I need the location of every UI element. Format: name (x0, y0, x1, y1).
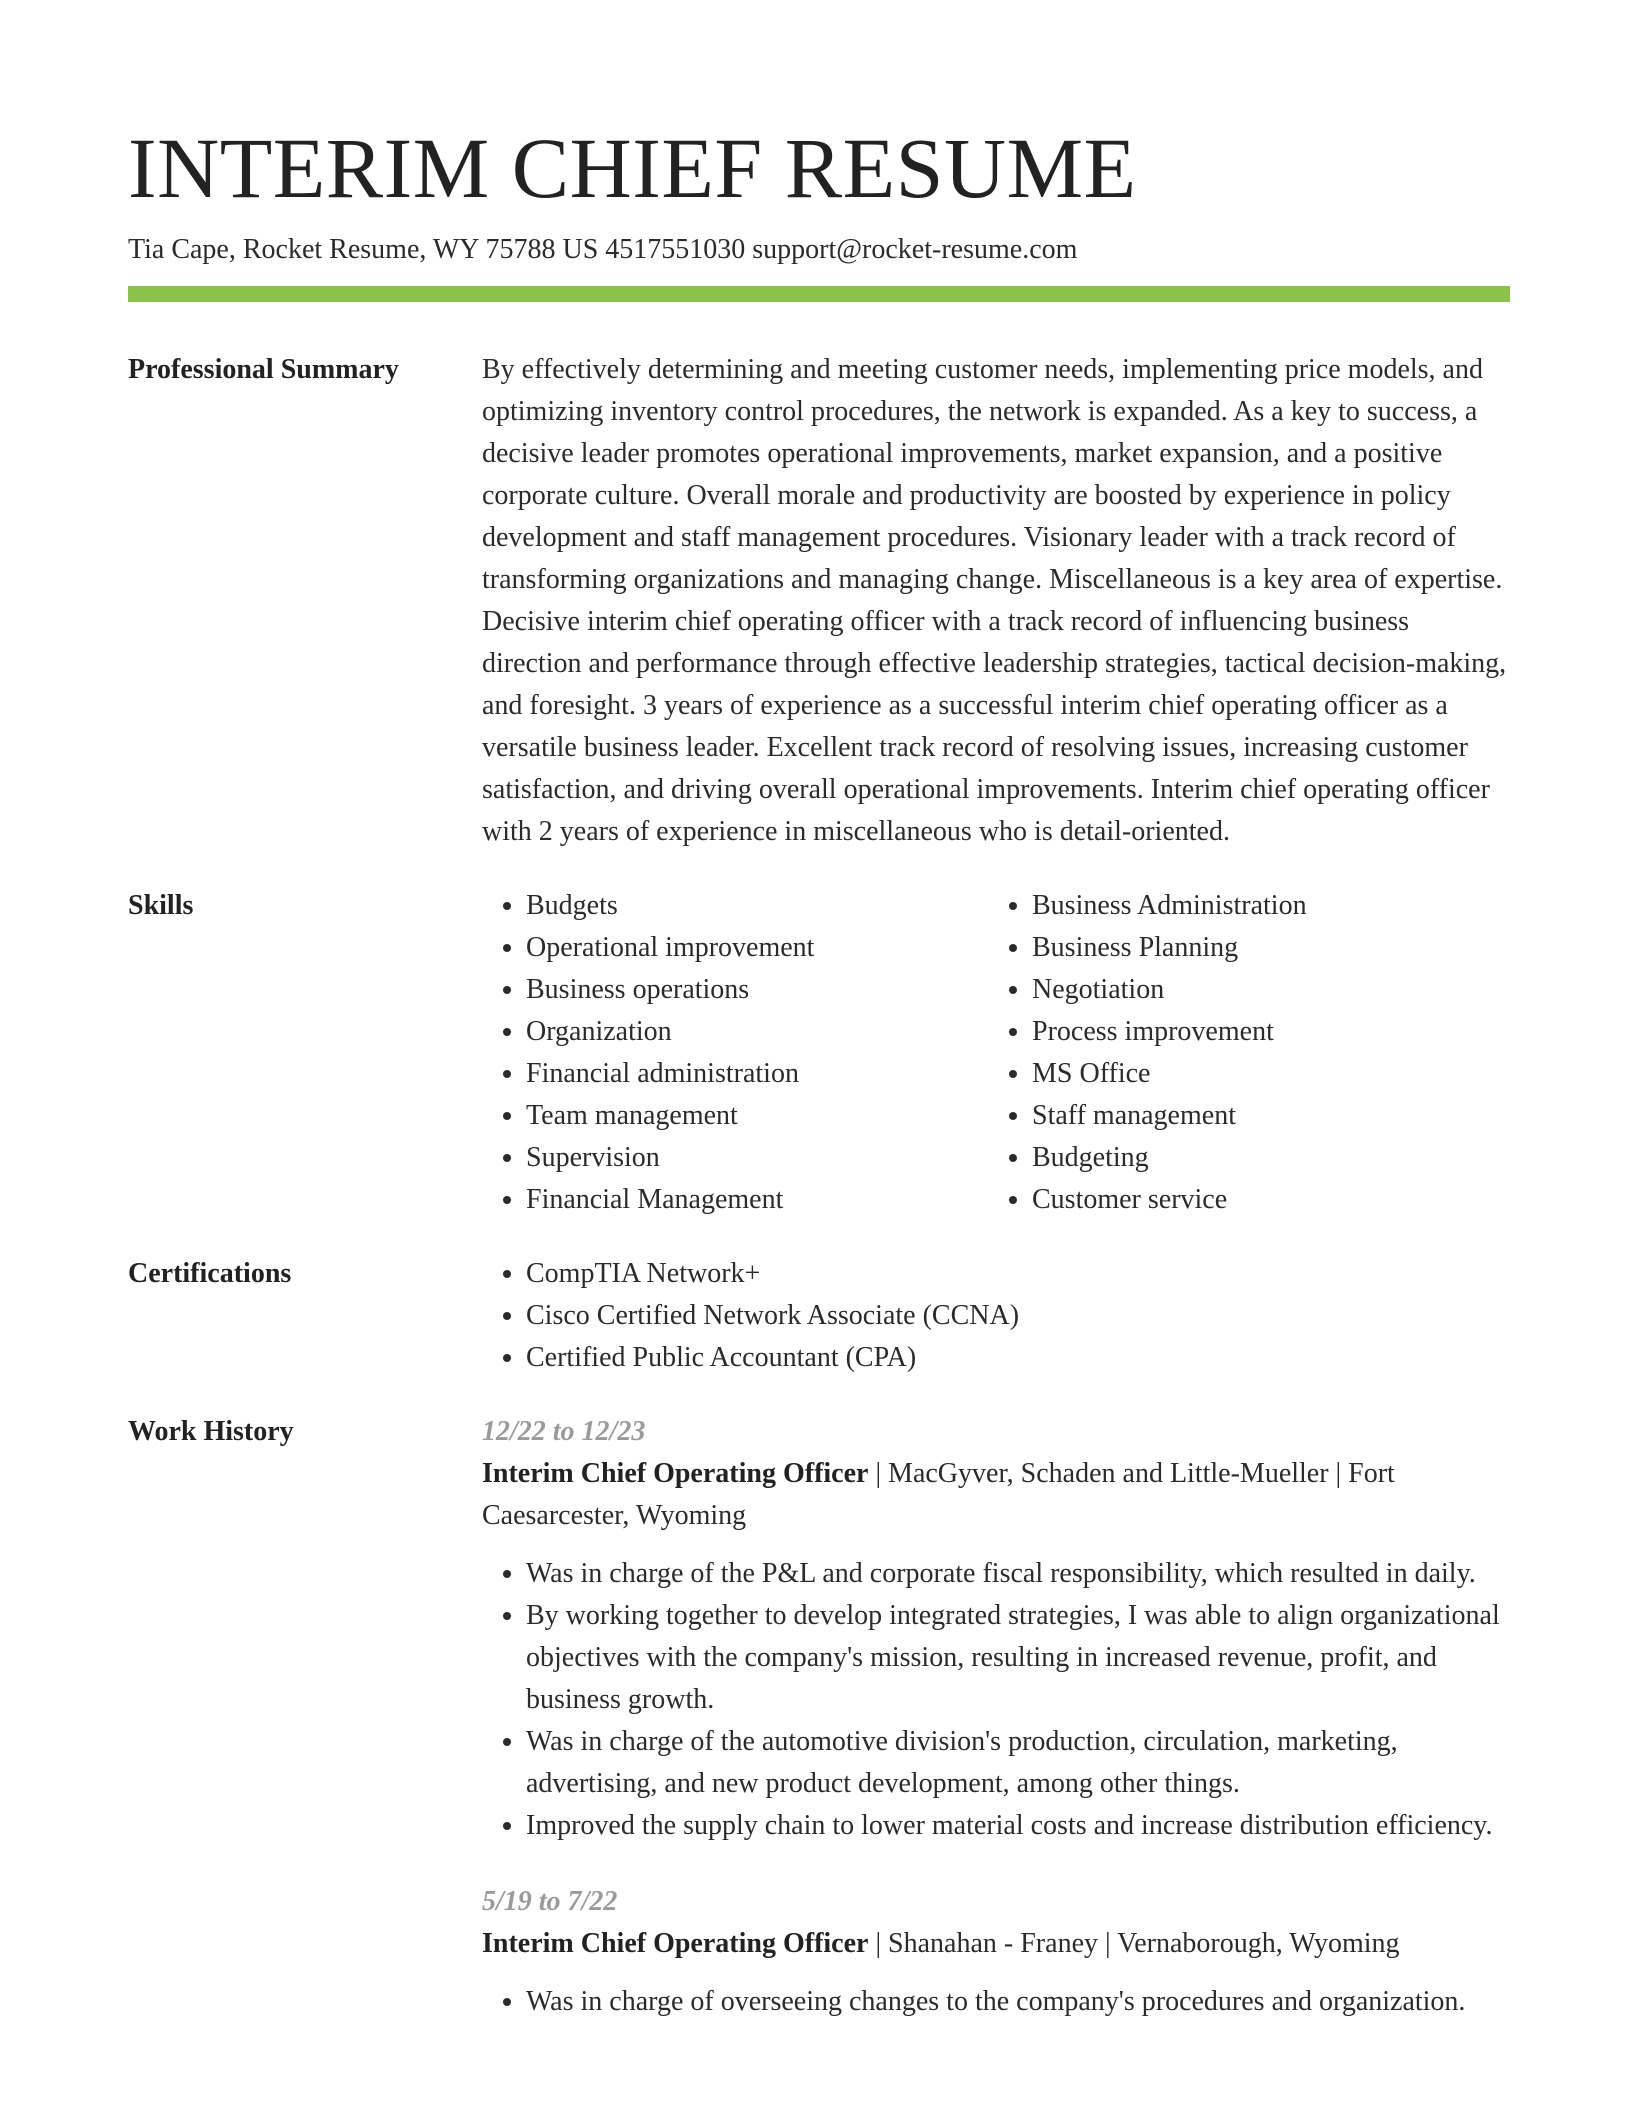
job-title: Interim Chief Operating Officer (482, 1458, 869, 1489)
job-heading (482, 1453, 1510, 1537)
job-entry (482, 1411, 1510, 1847)
certification-item: • CompTIA Network+ (526, 1253, 1510, 1295)
skill-item: • Operational improvement (526, 927, 988, 969)
job-date: 12/22 to 12/23 (482, 1416, 646, 1447)
section-label-summary: Professional Summary (128, 354, 399, 385)
skill-item: • Negotiation (1032, 969, 1494, 1011)
job-entry (482, 1881, 1510, 2023)
skill-item: • Staff management (1032, 1095, 1494, 1137)
resume-body (128, 349, 1510, 2089)
job-bullet: • Improved the supply chain to lower material costs and increase distribution efficiency. (526, 1805, 1510, 1847)
certifications-list (482, 1253, 1510, 1379)
skill-item: • Team management (526, 1095, 988, 1137)
skill-item: • Business Planning (1032, 927, 1494, 969)
job-bullets (482, 1981, 1510, 2023)
skills-list-right (988, 885, 1494, 1221)
job-heading (482, 1923, 1510, 1965)
contact-line: Tia Cape, Rocket Resume, WY 75788 US 4517551030 support@rocket-resume.com (128, 234, 1078, 265)
summary-text: By effectively determining and meeting customer needs, implementing price models, and optimizing inventory control procedures, the network is expanded. As a key to success, a decisive leader promotes operational improvements, market expansion, and a positive corporate culture. Overall morale and productivity are boosted by experience in policy development and staff management procedures. Visionary leader with a track record of transforming organizations and managing change. Miscellaneous is a key area of expertise. Decisive interim chief operating officer with a track record of influencing business direction and performance through effective leadership strategies, tactical decision-making, and foresight. 3 years of experience as a successful interim chief operating officer as a versatile business leader. Excellent track record of resolving issues, increasing customer satisfaction, and driving overall operational improvements. Interim chief operating officer with 2 years of experience in miscellaneous who is detail-oriented. (482, 354, 1507, 847)
skill-item: • Supervision (526, 1137, 988, 1179)
job-bullet: • By working together to develop integrated strategies, I was able to align organizational objectives with the company's mission, resulting in increased revenue, profit, and business growth. (526, 1595, 1510, 1721)
skill-item: • Budgeting (1032, 1137, 1494, 1179)
work-history-section (128, 1411, 1510, 2057)
skill-item: • Financial administration (526, 1053, 988, 1095)
job-bullet: • Was in charge of the automotive division's production, circulation, marketing, advertising, and new product development, among other things. (526, 1721, 1510, 1805)
skill-item: • Business operations (526, 969, 988, 1011)
certification-item: • Cisco Certified Network Associate (CCNA) (526, 1295, 1510, 1337)
skill-item: • Financial Management (526, 1179, 988, 1221)
resume-title: INTERIM CHIEF RESUME (128, 120, 1137, 216)
job-bullets (482, 1553, 1510, 1847)
summary-section (128, 349, 1510, 853)
certifications-section (128, 1253, 1510, 1379)
job-details: | MacGyver, Schaden and Little-Mueller | Fort Caesarcester, Wyoming (482, 1458, 1395, 1531)
job-title: Interim Chief Operating Officer (482, 1928, 869, 1959)
job-bullet: • Was in charge of the P&L and corporate fiscal responsibility, which resulted in daily. (526, 1553, 1510, 1595)
skill-item: • Organization (526, 1011, 988, 1053)
section-label-skills: Skills (128, 890, 194, 921)
job-bullet: • Was in charge of overseeing changes to the company's procedures and organization. (526, 1981, 1510, 2023)
skill-item: • Process improvement (1032, 1011, 1494, 1053)
job-date: 5/19 to 7/22 (482, 1886, 618, 1917)
skills-list-left (482, 885, 988, 1221)
certification-item: • Certified Public Accountant (CPA) (526, 1337, 1510, 1379)
skill-item: • Budgets (526, 885, 988, 927)
section-label-certifications: Certifications (128, 1258, 292, 1289)
skill-item: • MS Office (1032, 1053, 1494, 1095)
header-divider (128, 286, 1510, 302)
skills-section (128, 885, 1510, 1221)
skill-item: • Customer service (1032, 1179, 1494, 1221)
job-details: | Shanahan - Franey | Vernaborough, Wyoming (868, 1928, 1400, 1959)
section-label-work-history: Work History (128, 1416, 294, 1447)
skill-item: • Business Administration (1032, 885, 1494, 927)
